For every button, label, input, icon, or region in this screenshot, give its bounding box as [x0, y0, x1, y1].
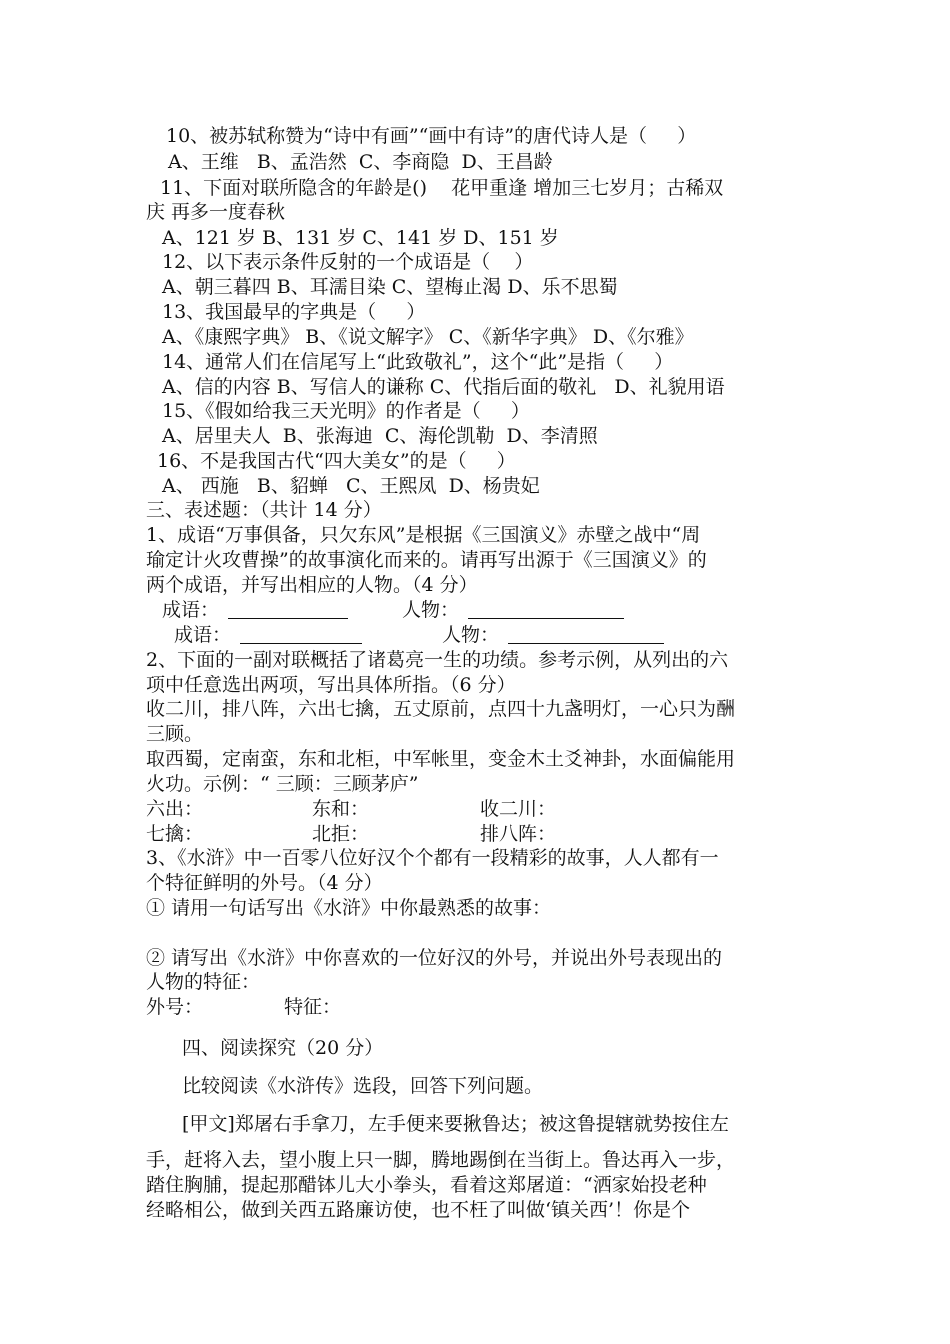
person-answer-blank-2[interactable] [508, 625, 664, 644]
s3-q1-line3: 两个成语，并写出相应的人物。（4 分） [146, 574, 478, 596]
s3-q3-sub2-cont: 人物的特征： [146, 971, 261, 993]
idiom-label-1: 成语： [162, 599, 220, 621]
item-beiju: 北拒： [312, 823, 370, 845]
question-16-options: A、 西施 B、貂蝉 C、王熙凤 D、杨贵妃 [162, 475, 540, 497]
person-label-2: 人物： [442, 624, 500, 646]
idiom-answer-blank-1[interactable] [228, 600, 348, 619]
item-qiqin: 七擒： [146, 823, 204, 845]
s3-q1-line2: 瑜定计火攻曹操”的故事演化而来的。请再写出源于《三国演义》的 [146, 549, 707, 571]
passage-jia-line1: [甲文]郑屠右手拿刀，左手便来要揪鲁达；被这鲁提辖就势按住左 [182, 1113, 729, 1135]
s3-q3-line1: 3、《水浒》中一百零八位好汉个个都有一段精彩的故事，人人都有一 [146, 847, 719, 869]
item-liuchu: 六出： [146, 798, 204, 820]
question-12: 12、以下表示条件反射的一个成语是（ ） [162, 251, 534, 273]
passage-jia-line4: 经略相公，做到关西五路廉访使，也不枉了叫做‘镇关西’！你是个 [146, 1199, 691, 1221]
s3-q2-line6: 火功。示例：“ 三顾：三顾茅庐” [146, 773, 419, 795]
question-11-options: A、121 岁 B、131 岁 C、141 岁 D、151 岁 [162, 227, 559, 249]
s3-q3-sub2: ② 请写出《水浒》中你喜欢的一位好汉的外号，并说出外号表现出的 [146, 947, 723, 969]
item-shouerchuan: 收二川： [480, 798, 557, 820]
nickname-label: 外号： [146, 996, 204, 1018]
item-pabazhen: 排八阵： [480, 823, 557, 845]
idiom-answer-blank-2[interactable] [240, 625, 362, 644]
question-10-options: A、王维 B、孟浩然 C、李商隐 D、王昌龄 [168, 151, 553, 173]
person-label-1: 人物： [402, 599, 460, 621]
question-13-options: A、《康熙字典》 B、《说文解字》 C、《新华字典》 D、《尔雅》 [162, 326, 694, 348]
item-donghe: 东和： [312, 798, 370, 820]
person-answer-blank-1[interactable] [468, 600, 624, 619]
idiom-label-2: 成语： [174, 624, 232, 646]
s3-q2-line2: 项中任意选出两项，写出具体所指。（6 分） [146, 674, 516, 696]
question-10: 10、被苏轼称赞为“诗中有画”“画中有诗”的唐代诗人是（ ） [166, 125, 697, 147]
passage-jia-line2: 手，赶将入去，望小腹上只一脚，腾地踢倒在当街上。鲁达再入一步， [146, 1149, 736, 1171]
section3-heading: 三、表述题：（共计 14 分） [146, 499, 382, 521]
s3-q2-line4: 三顾。 [146, 723, 204, 745]
s3-q1-line1: 1、成语“万事俱备，只欠东风”是根据《三国演义》赤壁之战中“周 [146, 524, 701, 546]
section4-heading: 四、阅读探究（20 分） [182, 1037, 384, 1059]
question-15-options: A、居里夫人 B、张海迪 C、海伦凯勒 D、李清照 [162, 425, 598, 447]
trait-label: 特征： [284, 996, 342, 1018]
question-12-options: A、朝三暮四 B、耳濡目染 C、望梅止渴 D、乐不思蜀 [162, 276, 618, 298]
s3-q3-line2: 个特征鲜明的外号。（4 分） [146, 872, 383, 894]
s3-q2-line5: 取西蜀，定南蛮，东和北柜，中军帐里，变金木土爻神卦，水面偏能用 [146, 748, 736, 770]
question-16: 16、不是我国古代“四大美女”的是（ ） [157, 450, 516, 472]
question-11-cont: 庆 再多一度春秋 [146, 201, 286, 223]
s3-q2-line3: 收二川，排八阵，六出七擒，五丈原前，点四十九盏明灯，一心只为酬 [146, 698, 736, 720]
question-14: 14、通常人们在信尾写上“此致敬礼”，这个“此”是指（ ） [162, 351, 674, 373]
question-11: 11、下面对联所隐含的年龄是() 花甲重逢 增加三七岁月；古稀双 [160, 177, 724, 199]
s3-q2-line1: 2、下面的一副对联概括了诸葛亮一生的功绩。参考示例，从列出的六 [146, 649, 729, 671]
question-13: 13、我国最早的字典是（ ） [162, 301, 426, 323]
passage-jia-line3: 踏住胸脯，提起那醋钵儿大小拳头，看着这郑屠道：“洒家始投老种 [146, 1174, 707, 1196]
section4-intro: 比较阅读《水浒传》选段，回答下列问题。 [182, 1075, 544, 1097]
question-14-options: A、信的内容 B、写信人的谦称 C、代指后面的敬礼 D、礼貌用语 [162, 376, 725, 398]
s3-q3-sub1: ① 请用一句话写出《水浒》中你最熟悉的故事： [146, 897, 552, 919]
question-15: 15、《假如给我三天光明》的作者是（ ） [162, 400, 530, 422]
